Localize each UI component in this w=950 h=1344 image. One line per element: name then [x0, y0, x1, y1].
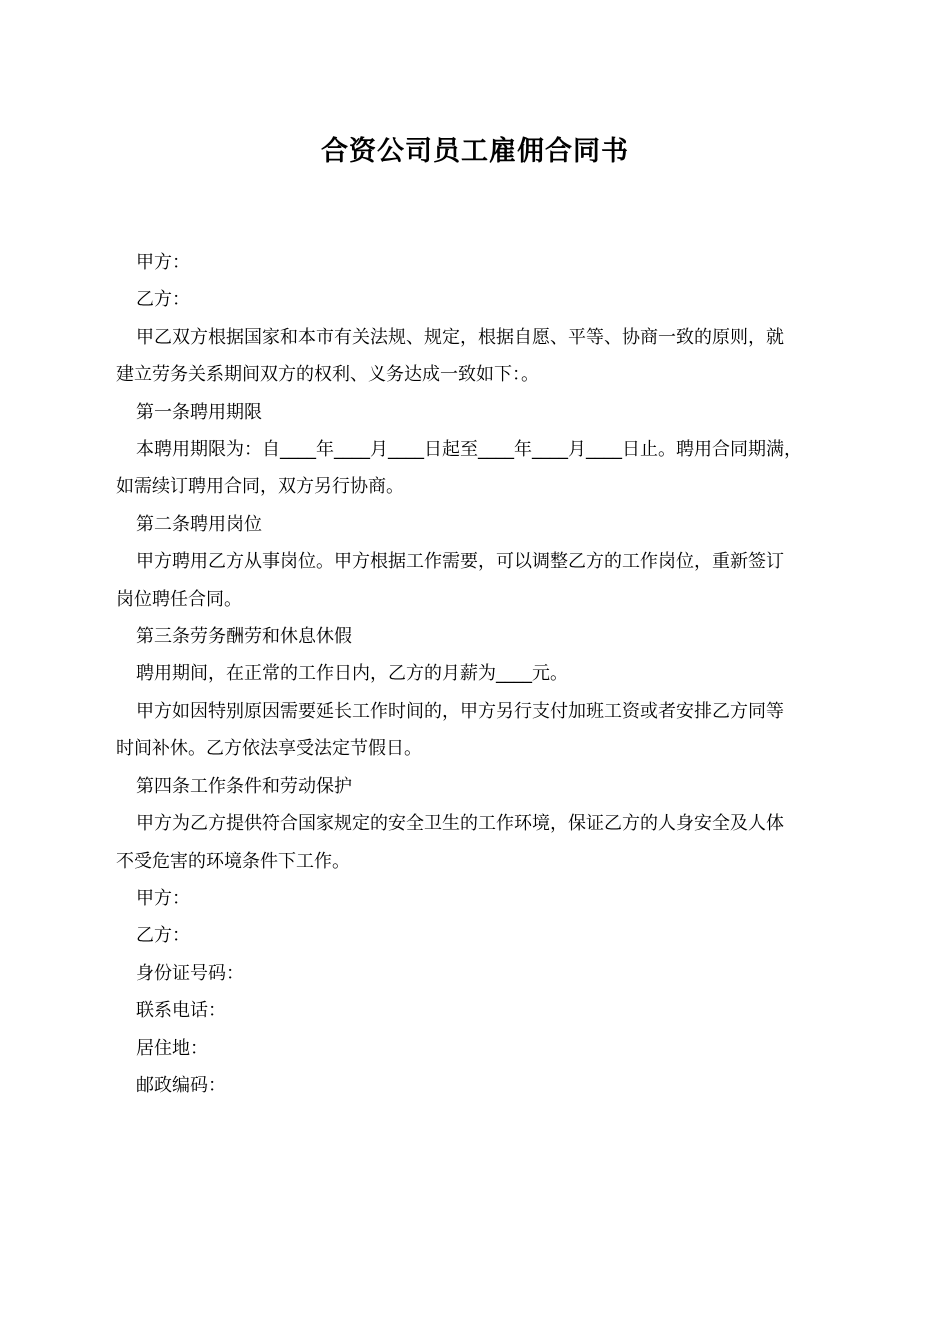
- signature-party-a: 甲方：: [136, 887, 190, 909]
- document-title: 合资公司员工雇佣合同书: [321, 136, 629, 167]
- phone-field: 联系电话：: [136, 1000, 226, 1022]
- article-3-paragraph-1: 聘用期间，在正常的工作日内，乙方的月薪为____元。: [136, 663, 568, 685]
- postal-code-field: 邮政编码：: [136, 1074, 226, 1096]
- article-3-paragraph-2-line-1: 甲方如因特别原因需要延长工作时间的，甲方另行支付加班工资或者安排乙方同等: [136, 700, 784, 722]
- article-4-title: 第四条工作条件和劳动保护: [136, 775, 352, 797]
- party-b-line: 乙方：: [136, 289, 190, 311]
- article-2-line-2: 岗位聘任合同。: [116, 588, 242, 610]
- article-1-title: 第一条聘用期限: [136, 401, 262, 423]
- signature-party-b: 乙方：: [136, 925, 190, 947]
- party-a-line: 甲方：: [136, 252, 190, 273]
- article-4-line-2: 不受危害的环境条件下工作。: [116, 850, 350, 872]
- article-1-line-1: 本聘用期限为：自____年____月____日起至____年____月____日止。聘用合同期满，: [136, 439, 802, 461]
- id-number-field: 身份证号码：: [136, 962, 244, 984]
- article-4-line-1: 甲方为乙方提供符合国家规定的安全卫生的工作环境，保证乙方的人身安全及人体: [136, 813, 784, 835]
- article-2-title: 第二条聘用岗位: [136, 513, 262, 535]
- article-3-paragraph-2-line-2: 时间补休。乙方依法享受法定节假日。: [116, 738, 422, 760]
- address-field: 居住地：: [136, 1037, 208, 1059]
- article-1-line-2: 如需续订聘用合同，双方另行协商。: [116, 476, 404, 498]
- article-3-title: 第三条劳务酬劳和休息休假: [136, 626, 352, 648]
- article-2-line-1: 甲方聘用乙方从事岗位。甲方根据工作需要，可以调整乙方的工作岗位，重新签订: [136, 551, 784, 573]
- intro-line-2: 建立劳务关系期间双方的权利、义务达成一致如下：。: [116, 364, 539, 386]
- document-body: [116, 244, 846, 1104]
- intro-line-1: 甲乙双方根据国家和本市有关法规、规定，根据自愿、平等、协商一致的原则，就: [136, 326, 784, 348]
